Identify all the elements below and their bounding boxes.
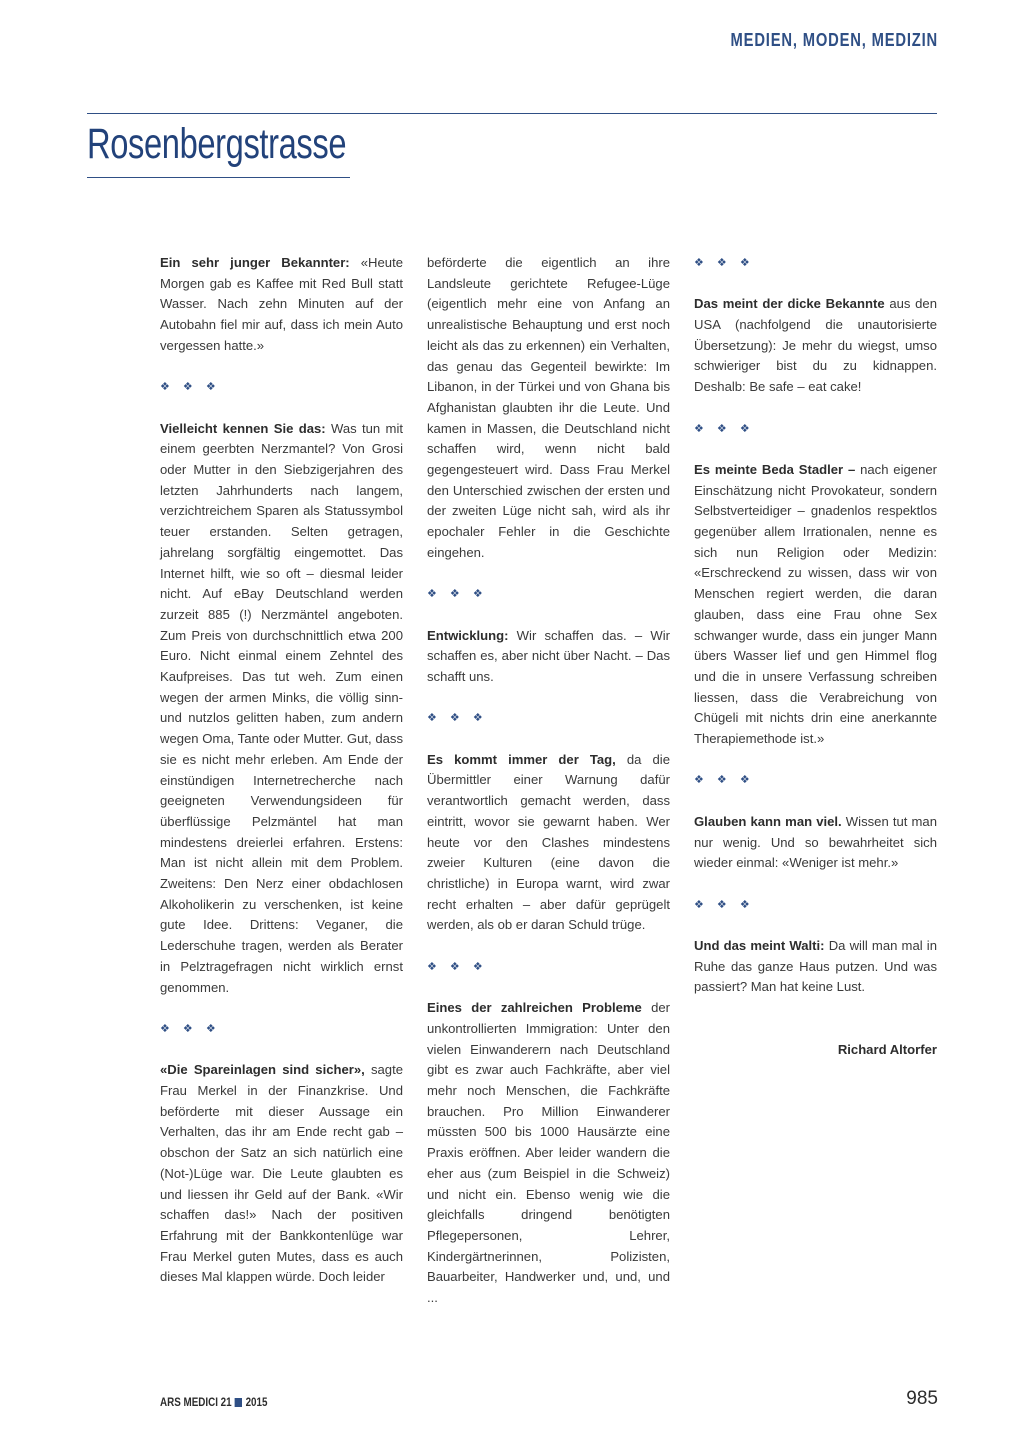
paragraph-text: beförderte die eigentlich an ihre Landsleute gerichtete Refugee-Lüge (eigentlich mehr eine von Anfang an unrealistische Behauptung und erst noch leicht als das zu erkennen) ein Verhalten, das genau das Gegenteil bewirkte: Im Libanon, in der Türkei und von Ghana bis Afghanistan glaubten ihr die Leute. Und kamen in Massen, die Deutschland nicht schaffen wird, wenn nicht bald gegengesteuert wird. Dass Frau Merkel den Unterschied zwischen der ersten und der zweiten Lüge nicht sah, wird als ihr epochaler Fehler in die Geschichte eingehen. bbox=[427, 255, 670, 560]
paragraph-lead: Entwicklung: bbox=[427, 627, 509, 643]
paragraph-lead: Und das meint Walti: bbox=[694, 938, 825, 954]
paragraph bbox=[694, 936, 937, 998]
square-bullet-icon bbox=[235, 1398, 242, 1407]
paragraph bbox=[160, 253, 403, 357]
separator-icon: ❖ ❖ ❖ bbox=[694, 774, 755, 787]
text-column-3 bbox=[694, 253, 937, 1060]
paragraph-text: der unkontrollierten Immigration: Unter den vielen Einwanderern nach Deutschland gibt es zwar auch Fachkräfte, aber viel mehr noch Menschen, die Fachkräfte brauchen. Pro Million Einwanderer müssten 500 bis 1000 Hausärzte eine Praxis eröffnen. Aber leider wandern die eher aus (zum Beispiel in die Schweiz) und nicht ein. Ebenso wenig wie die gleichfalls dringend benötigten Pflegepersonen, Lehrer, Kindergärtnerinnen, Polizisten, Bauarbeiter, Handwerker und, und, und ... bbox=[427, 1000, 670, 1306]
paragraph-lead: Es meinte Beda Stadler – bbox=[694, 461, 856, 477]
paragraph bbox=[427, 626, 670, 688]
paragraph-text: Wir schaffen das. – Wir schaffen es, aber nicht über Nacht. – Das schafft uns. bbox=[427, 627, 670, 685]
separator-icon: ❖ ❖ ❖ bbox=[694, 898, 755, 911]
paragraph-lead: Ein sehr junger Bekannter: bbox=[160, 255, 350, 270]
title-underline bbox=[87, 177, 350, 178]
section-label: MEDIEN, MODEN, MEDIZIN bbox=[730, 30, 938, 50]
paragraph-lead: Es kommt immer der Tag, bbox=[427, 751, 616, 767]
paragraph-lead: Eines der zahlreichen Probleme bbox=[427, 1000, 642, 1016]
paragraph-text: da die Übermittler einer Warnung dafür verantwortlich gemacht werden, dass eintritt, wovor sie gewarnt haben. Wer heute vor den Clashes mindestens zweier Kulturen (eine davon die christliche) in Europa warnt, wird zwar recht erhalten – aber dafür geprügelt werden, als ob er daran Schuld trüge. bbox=[427, 751, 670, 933]
text-column-2 bbox=[427, 253, 670, 1309]
paragraph-text: sagte Frau Merkel in der Finanzkrise. Und beförderte mit dieser Aussage ein Verhalten, das ihr am Ende recht gab – obschon der Satz an sich natürlich eine (Not-)Lüge war. Die Leute glaubten es und liessen ihr Geld auf der Bank. «Wir schaffen das!» Nach der positiven Erfahrung mit der Bankkontenlüge war Frau Merkel guten Mutes, dass es auch dieses Mal klappen würde. Doch leider bbox=[160, 1062, 403, 1285]
text-column-1 bbox=[160, 253, 403, 1288]
separator-icon: ❖ ❖ ❖ bbox=[694, 257, 755, 269]
separator-icon: ❖ ❖ ❖ bbox=[694, 422, 755, 435]
paragraph bbox=[160, 1060, 403, 1288]
paragraph-lead: Das meint der dicke Bekannte bbox=[694, 296, 885, 312]
paragraph-text: Da will man mal in Ruhe das ganze Haus putzen. Und was passiert? Man hat keine Lust. bbox=[694, 938, 937, 995]
page-number: 985 bbox=[906, 1388, 938, 1409]
paragraph bbox=[694, 812, 937, 874]
separator-icon: ❖ ❖ ❖ bbox=[160, 381, 221, 394]
paragraph-text: Wissen tut man nur wenig. Und so bewahrheitet sich wieder einmal: «Weniger ist mehr.» bbox=[694, 813, 937, 871]
paragraph bbox=[160, 419, 403, 999]
header-divider bbox=[87, 113, 937, 114]
paragraph-lead: «Die Spareinlagen sind sicher», bbox=[160, 1062, 365, 1078]
article-title: Rosenbergstrasse bbox=[87, 120, 347, 168]
journal-year: 2015 bbox=[245, 1395, 268, 1409]
paragraph-lead: Vielleicht kennen Sie das: bbox=[160, 420, 326, 436]
paragraph bbox=[427, 253, 670, 564]
separator-icon: ❖ ❖ ❖ bbox=[160, 1022, 221, 1035]
footer-journal bbox=[160, 1395, 267, 1409]
paragraph bbox=[427, 750, 670, 936]
journal-name: ARS MEDICI 21 bbox=[160, 1395, 232, 1409]
paragraph bbox=[694, 294, 937, 398]
author-name: Richard Altorfer bbox=[837, 1041, 937, 1057]
paragraph-text: aus den USA (nachfolgend die unautorisierte Übersetzung): Je mehr du wiegst, umso schwieriger bist du zu kidnappen. Deshalb: Be safe – eat cake! bbox=[694, 296, 937, 395]
separator-icon: ❖ ❖ ❖ bbox=[427, 588, 488, 601]
paragraph-text: nach eigener Einschätzung nicht Provokateur, sondern Selbstverteidiger – gnadenlos respektlos gegenüber allem Irrationalen, nenne es sich nun Religion oder Medizin: «Erschreckend zu wissen, dass wir von Menschen regiert werden, die daran glauben, dass eine Frau ohne Sex schwanger wurde, dass ein junger Mann übers Wasser lief und gen Himmel flog und die in unsere Verfassung schreiben liessen, dass die Verabreichung von Chügeli mit nichts drin eine anerkannte Therapiemethode ist.» bbox=[694, 461, 937, 747]
separator-icon: ❖ ❖ ❖ bbox=[427, 960, 488, 973]
paragraph-text: Was tun mit einem geerbten Nerzmantel? Von Grosi oder Mutter in den Siebzigerjahren des letzten Jahrhunderts nach langem, verzichtreichem Sparen als Statussymbol teuer erstanden. Selten getragen, jahrelang sorgfältig eingemottet. Das Internet hilft, wie so oft – diesmal leider nicht. Auf eBay Deutschland werden zurzeit 885 (!) Nerzmäntel angeboten. Zum Preis von durchschnittlich etwa 200 Euro. Nicht einmal einem Zehntel des Kaufpreises. Das tut weh. Zum einen wegen der armen Minks, die völlig sinn- und nutzlos gelitten haben, zum andern wegen Oma, Tante oder Mutter. Gut, dass sie es nicht mehr erleben. Am Ende der einstündigen Internetrecherche nach geeigneten Verwendungsideen für überflüssige Pelzmäntel hat man mindestens dreierlei erfahren. Erstens: Man ist nicht allein mit dem Problem. Zweitens: Den Nerz einer obdachlosen Alkoholikerin zu verschenken, ist keine gute Idee. Drittens: Veganer, die Lederschuhe tragen, werden als Berater in Pelztragefragen nicht wirklich ernst genommen. bbox=[160, 420, 403, 995]
paragraph-text: «Heute Morgen gab es Kaffee mit Red Bull statt Wasser. Nach zehn Minuten auf der Autobahn fiel mir auf, dass ich mein Auto vergessen hatte.» bbox=[160, 255, 403, 353]
paragraph-lead: Glauben kann man viel. bbox=[694, 813, 842, 829]
separator-icon: ❖ ❖ ❖ bbox=[427, 712, 488, 725]
paragraph bbox=[427, 998, 670, 1309]
paragraph bbox=[694, 460, 937, 750]
